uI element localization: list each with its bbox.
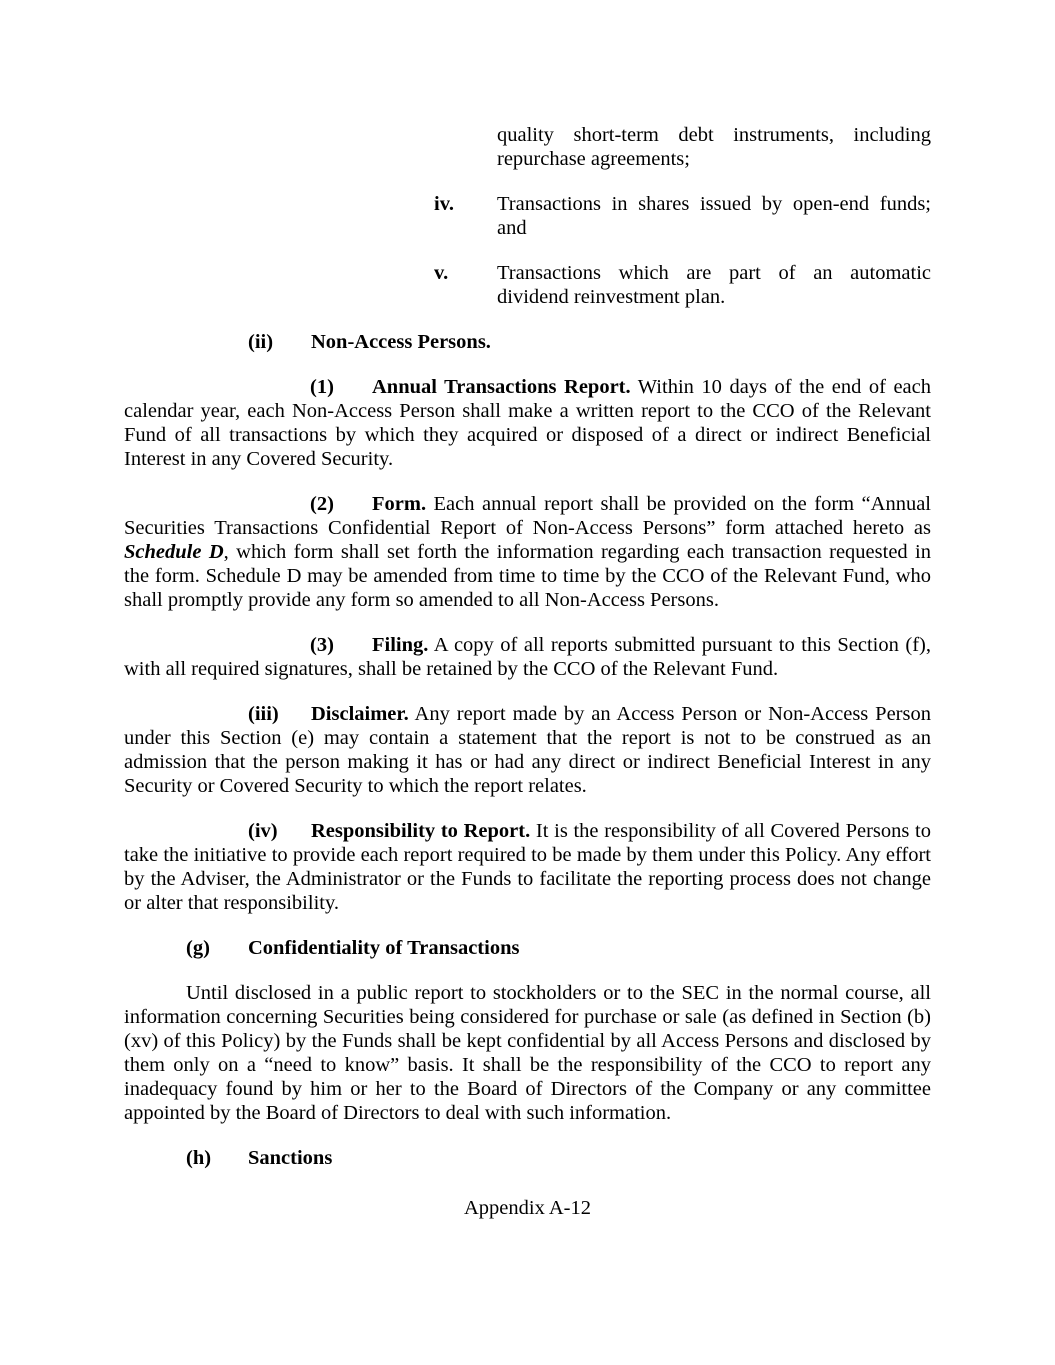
heading-non-access-persons	[124, 330, 931, 354]
section-label: (ii)	[248, 331, 274, 353]
paragraph-confidentiality-body	[124, 981, 931, 1125]
schedule-d-reference: Schedule D	[124, 541, 224, 563]
document-content	[124, 123, 931, 1191]
paragraph-title: Disclaimer.	[311, 703, 409, 725]
list-item-text: Transactions in shares issued by open-end funds; and	[497, 193, 931, 239]
section-title: Non-Access Persons.	[311, 331, 491, 353]
paragraph-body: It is the responsibility of all Covered Persons to take the initiative to provide each report required to be made by them under this Policy. Any effort by the Adviser, the Administrator or the Funds to facilitate the reporting process does not change or alter that responsibility.	[124, 820, 932, 914]
list-marker-iv: iv.	[434, 193, 454, 215]
paragraph-body: Until disclosed in a public report to stockholders or to the SEC in the normal course, all information concerning Securities being considered for purchase or sale (as defined in Section (b)(xv) of this Policy) by the Funds shall be kept confidential by all Access Persons and disclosed by them only on a “need to know” basis. It shall be the responsibility of the CCO to report any inadequacy found by him or her to the Board of Directors of the Company or any committee appointed by the Board of Directors to deal with such information.	[124, 982, 931, 1124]
list-item-text: Transactions which are part of an automatic dividend reinvestment plan.	[497, 262, 931, 308]
heading-sanctions	[124, 1146, 931, 1170]
paragraph-label: (iii)	[248, 703, 279, 725]
paragraph-title: Filing.	[372, 634, 429, 656]
section-title: Sanctions	[248, 1147, 333, 1169]
paragraph-form	[124, 492, 931, 612]
paragraph-disclaimer	[124, 702, 931, 798]
section-title: Confidentiality of Transactions	[248, 937, 520, 959]
paragraph-title: Annual Transactions Report.	[372, 376, 631, 398]
paragraph-body: Each annual report shall be provided on the form “Annual Securities Transactions Confidential Report of Non-Access Persons” form attached hereto as	[124, 493, 931, 539]
paragraph-body: Within 10 days of the end of each calendar year, each Non-Access Person shall make a written report to the CCO of the Relevant Fund of all transactions by which they acquired or disposed of a direct or indirect Beneficial Interest in any Covered Security.	[124, 376, 931, 470]
list-marker-v: v.	[434, 262, 449, 284]
section-label: (h)	[186, 1147, 212, 1169]
list-item-text: quality short-term debt instruments, including repurchase agreements;	[497, 124, 931, 170]
paragraph-filing	[124, 633, 931, 681]
paragraph-body: Any report made by an Access Person or Non-Access Person under this Section (e) may contain a statement that the report is not to be construed as an admission that the person making it has or had any direct or indirect Beneficial Interest in any Security or Covered Security to which the report relates.	[124, 703, 931, 797]
paragraph-annual-transactions-report	[124, 375, 931, 471]
paragraph-responsibility-to-report	[124, 819, 931, 915]
page-footer-text: Appendix A-12	[464, 1197, 591, 1219]
paragraph-label: (3)	[310, 634, 334, 656]
paragraph-label: (1)	[310, 376, 334, 398]
paragraph-body: A copy of all reports submitted pursuant to this Section (f), with all required signatures, shall be retained by the CCO of the Relevant Fund.	[124, 634, 931, 680]
list-item-iii-continuation	[497, 123, 931, 171]
section-label: (g)	[186, 937, 210, 959]
paragraph-label: (2)	[310, 493, 334, 515]
page-footer	[0, 1196, 1055, 1220]
heading-confidentiality-of-transactions	[124, 936, 931, 960]
paragraph-title: Responsibility to Report.	[311, 820, 531, 842]
paragraph-label: (iv)	[248, 820, 278, 842]
list-item-iv	[434, 192, 931, 240]
paragraph-body: , which form shall set forth the information regarding each transaction requested in the form. Schedule D may be amended from time to time by the CCO of the Relevant Fund, who shall promptly provide any form so amended to all Non-Access Persons.	[124, 541, 932, 611]
list-item-v	[434, 261, 931, 309]
paragraph-title: Form.	[372, 493, 427, 515]
